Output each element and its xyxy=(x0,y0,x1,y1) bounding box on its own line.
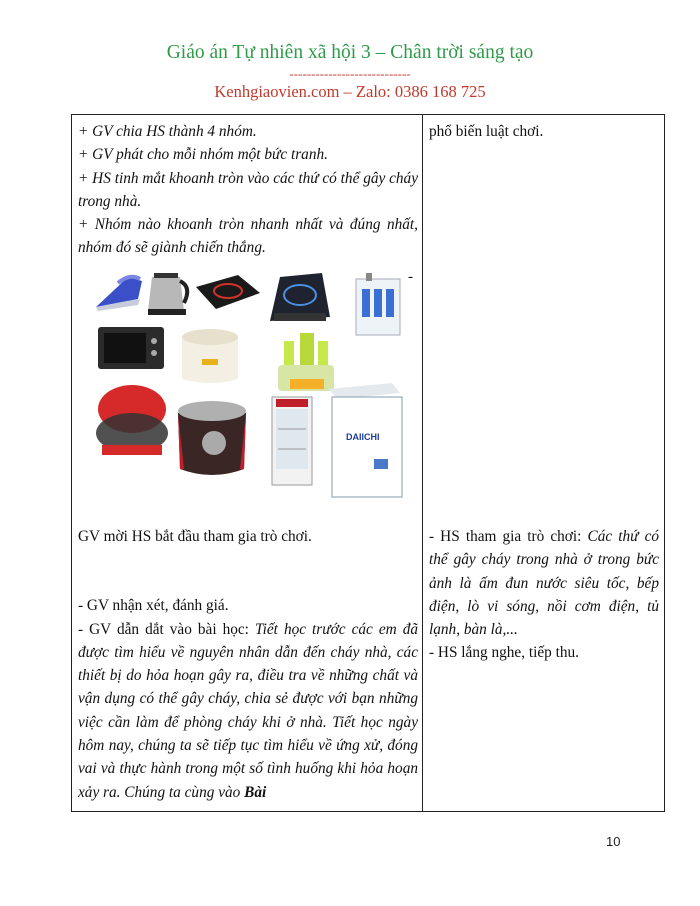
lead-in-bold: Bài xyxy=(244,783,267,801)
student-answer-italic: Các thứ có thể gây cháy trong nhà ở trong bức ảnh là ấm đun nước siêu tốc, bếp điện, lò vi sóng, nồi cơm điện, tủ lạnh, bàn là,... xyxy=(429,528,660,639)
refrigerator-image xyxy=(272,397,312,485)
kettle-image xyxy=(148,273,187,315)
air-fryer-image xyxy=(96,385,168,455)
induction-hob-image xyxy=(270,273,330,321)
appliances-picture xyxy=(88,269,418,511)
teacher-review-text: - GV nhận xét, đánh giá. xyxy=(78,597,229,615)
header-divider: ---------------------------- xyxy=(289,66,411,81)
instruction-1: + GV chia HS thành 4 nhóm. xyxy=(78,123,257,140)
left-cell-top xyxy=(78,120,418,260)
oven-image xyxy=(98,327,164,369)
header-title: Giáo án Tự nhiên xã hội 3 – Chân trời sáng tạo xyxy=(166,42,534,63)
rice-cooker-image xyxy=(182,329,238,383)
rules-text: phổ biến luật chơi. xyxy=(429,123,544,140)
lesson-table xyxy=(71,114,665,812)
iron-image xyxy=(96,277,142,311)
blender-image xyxy=(278,333,334,391)
instruction-2: + GV phát cho mỗi nhóm một bức tranh. xyxy=(78,146,328,164)
instruction-3: + HS tinh mắt khoanh tròn vào các thứ có thể gây cháy trong nhà. xyxy=(78,169,418,210)
right-cell-top xyxy=(429,120,659,143)
right-cell-bottom xyxy=(429,525,659,665)
student-answer-prefix: - HS tham gia trò chơi: xyxy=(429,528,588,545)
student-answer xyxy=(429,525,659,641)
induction-cooker-image xyxy=(196,275,260,309)
header-contact: Kenhgiaovien.com – Zalo: 0386 168 725 xyxy=(214,82,486,101)
column-divider xyxy=(422,115,423,811)
student-listen-text: - HS lắng nghe, tiếp thu. xyxy=(429,644,579,662)
start-game-text: GV mời HS bắt đầu tham gia trò chơi. xyxy=(78,528,312,545)
chest-freezer-image xyxy=(328,383,402,497)
appliances-illustration xyxy=(88,269,418,511)
page-number: 10 xyxy=(606,834,621,849)
lead-in-paragraph xyxy=(78,618,418,804)
left-cell-bottom xyxy=(78,525,418,804)
lead-in-prefix: - GV dẫn dắt vào bài học: xyxy=(78,620,255,638)
pressure-cooker-image xyxy=(178,401,246,475)
lead-in-italic: Tiết học trước các em đã được tìm hiểu về nguyên nhân dẫn đến cháy nhà, các thiết bị do hỏa hoạn gây ra, điều tra về những chất và vận dụng có thể gây cháy, chia sẻ được với bạn những việc cần làm để phòng cháy khi ở nhà. Tiết học ngày hôm nay, chúng ta sẽ tiếp tục tìm hiểu về ứng xử, đóng vai và thực hành trong một số tình huống khi hỏa hoạn xảy ra. Chúng ta cùng vào xyxy=(78,620,418,801)
water-purifier-image xyxy=(356,273,400,335)
freezer-brand-label: DAIICHI xyxy=(346,432,380,442)
stray-dash: - xyxy=(408,269,413,285)
instruction-4: + Nhóm nào khoanh tròn nhanh nhất và đúng nhất, nhóm đó sẽ giành chiến thắng. xyxy=(78,216,418,257)
